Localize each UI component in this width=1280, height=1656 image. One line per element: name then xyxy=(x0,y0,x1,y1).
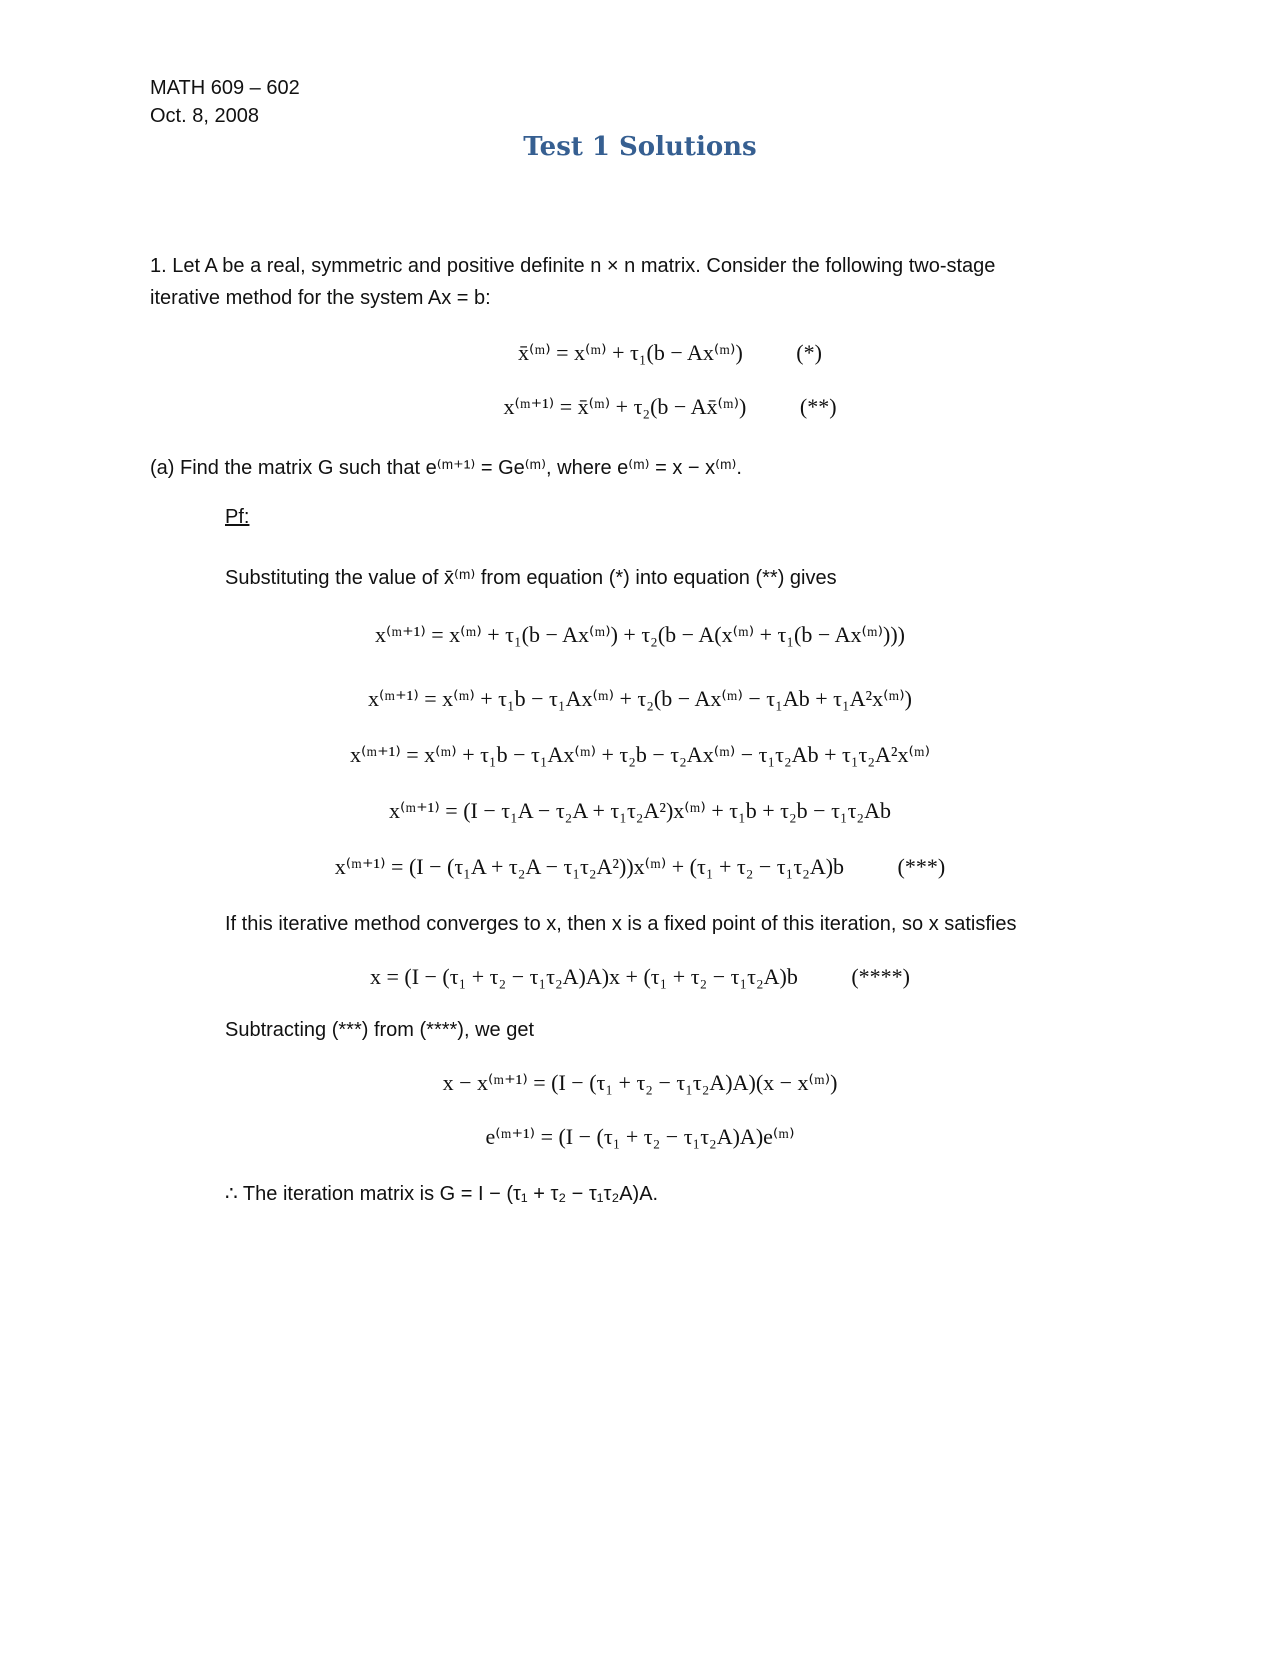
error-equation-2: e⁽ᵐ⁺¹⁾ = (I − (τ₁ + τ₂ − τ₁τ₂A)A)e⁽ᵐ⁾ xyxy=(485,1124,795,1149)
derivation-step-4: x⁽ᵐ⁺¹⁾ = (I − τ₁A − τ₂A + τ₁τ₂A²)x⁽ᵐ⁾ + τ₁b + τ₂b − τ₁τ₂Ab xyxy=(389,798,891,823)
equation-star-body: x̄⁽ᵐ⁾ = x⁽ᵐ⁾ + τ₁(b − Ax⁽ᵐ⁾) xyxy=(518,340,743,365)
conclusion: ∴ The iteration matrix is G = I − (τ₁ + τ₂ − τ₁τ₂A)A. xyxy=(225,1183,659,1205)
equation-quad-star-tag: (****) xyxy=(851,964,911,989)
proof-intro: Substituting the value of x̄⁽ᵐ⁾ from equation (*) into equation (**) gives xyxy=(225,567,837,589)
derivation-step-1: x⁽ᵐ⁺¹⁾ = x⁽ᵐ⁾ + τ₁(b − Ax⁽ᵐ⁾) + τ₂(b − A(x⁽ᵐ⁾ + τ₁(b − Ax⁽ᵐ⁾))) xyxy=(374,622,906,647)
document-date: Oct. 8, 2008 xyxy=(150,105,259,127)
problem-statement-line2: iterative method for the system Ax = b: xyxy=(150,287,491,309)
error-equation-1: x − x⁽ᵐ⁺¹⁾ = (I − (τ₁ + τ₂ − τ₁τ₂A)A)(x − x⁽ᵐ⁾) xyxy=(442,1070,838,1095)
course-code: MATH 609 – 602 xyxy=(150,77,300,99)
equation-triple-star-tag: (***) xyxy=(897,854,946,879)
equation-star-tag: (*) xyxy=(796,340,822,365)
equation-double-star-tag: (**) xyxy=(799,394,837,419)
fixed-point-equation-body: x = (I − (τ₁ + τ₂ − τ₁τ₂A)A)x + (τ₁ + τ₂ − τ₁τ₂A)b xyxy=(369,964,798,989)
derivation-step-5-body: x⁽ᵐ⁺¹⁾ = (I − (τ₁A + τ₂A − τ₁τ₂A²))x⁽ᵐ⁾ + (τ₁ + τ₂ − τ₁τ₂A)b xyxy=(334,854,845,879)
fixed-point-text: If this iterative method converges to x, then x is a fixed point of this iteration, so x satisfies xyxy=(225,913,1017,935)
fixed-point-equation xyxy=(0,964,1280,990)
page-title: Test 1 Solutions xyxy=(523,132,757,162)
subtract-text: Subtracting (***) from (****), we get xyxy=(225,1019,535,1041)
derivation-step-5 xyxy=(0,854,1280,880)
part-a-question: (a) Find the matrix G such that e⁽ᵐ⁺¹⁾ = Ge⁽ᵐ⁾, where e⁽ᵐ⁾ = x − x⁽ᵐ⁾. xyxy=(150,457,742,479)
derivation-step-3: x⁽ᵐ⁺¹⁾ = x⁽ᵐ⁾ + τ₁b − τ₁Ax⁽ᵐ⁾ + τ₂b − τ₂Ax⁽ᵐ⁾ − τ₁τ₂Ab + τ₁τ₂A²x⁽ᵐ⁾ xyxy=(349,742,931,767)
problem-statement-line1: 1. Let A be a real, symmetric and positive definite n × n matrix. Consider the following two-stage xyxy=(150,255,996,277)
equation-double-star-body: x⁽ᵐ⁺¹⁾ = x̄⁽ᵐ⁾ + τ₂(b − Ax̄⁽ᵐ⁾) xyxy=(503,394,747,419)
proof-label: Pf: xyxy=(225,506,250,528)
equation-double-star xyxy=(0,394,1280,420)
equation-star xyxy=(0,340,1280,366)
derivation-step-2: x⁽ᵐ⁺¹⁾ = x⁽ᵐ⁾ + τ₁b − τ₁Ax⁽ᵐ⁾ + τ₂(b − Ax⁽ᵐ⁾ − τ₁Ab + τ₁A²x⁽ᵐ⁾) xyxy=(368,686,912,711)
